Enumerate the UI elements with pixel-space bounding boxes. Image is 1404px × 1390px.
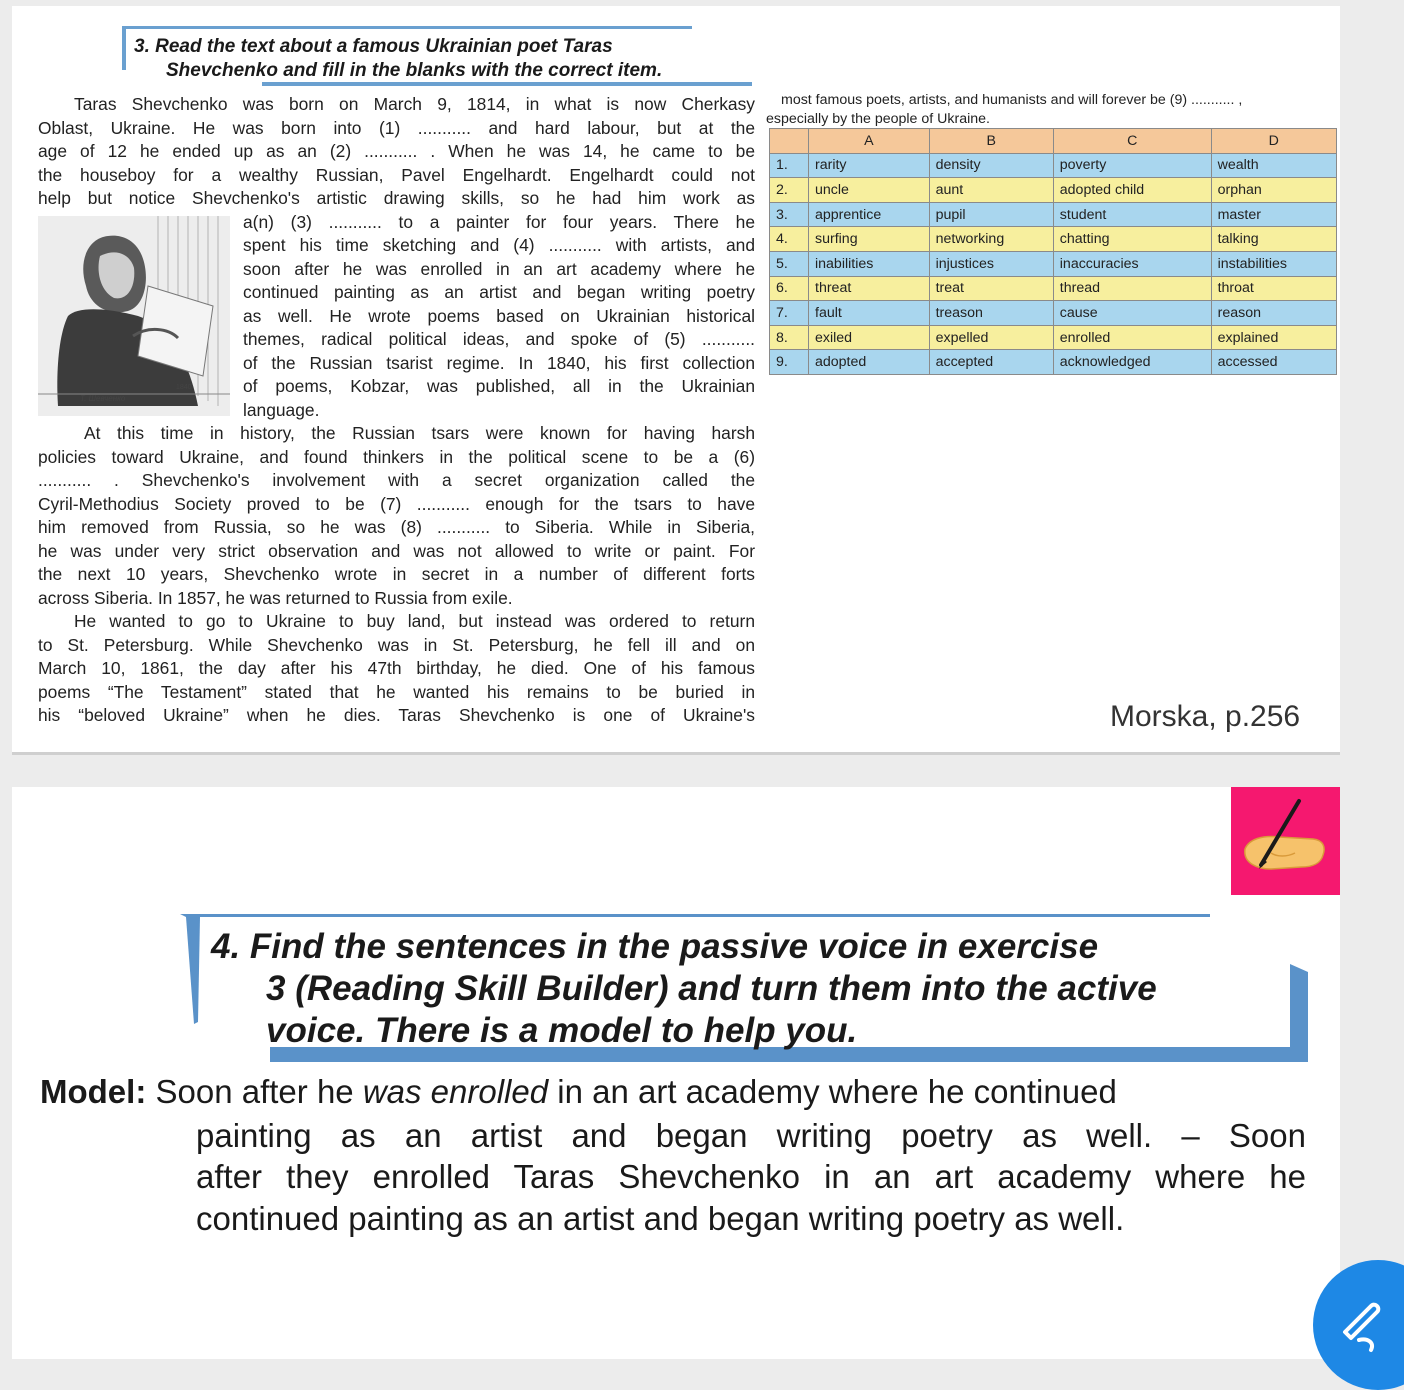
text-line: language. [243, 399, 320, 420]
text-line: of the Russian tsarist regime. In 1840, his first collection [243, 352, 755, 373]
portrait-signature: Т. Шевченко [80, 394, 126, 403]
table-cell: treat [929, 276, 1053, 301]
text-line: policies toward Ukraine, and found thinkers in the political scene to be a (6) [38, 446, 755, 467]
writing-tile[interactable] [1231, 787, 1340, 895]
model-text: in an art academy where he continued [548, 1073, 1117, 1110]
text-line: soon after he was enrolled in an art academy where he [243, 258, 755, 279]
table-row [770, 301, 1337, 326]
text-line: He wanted to go to Ukraine to buy land, but instead was ordered to return [74, 611, 755, 631]
text-line: help but notice Shevchenko's artistic drawing skills, so he had him work as [38, 188, 755, 208]
table-cell: density [929, 153, 1053, 178]
table-header-cell: B [929, 129, 1053, 154]
table-cell: surfing [809, 227, 930, 252]
table-cell: 7. [770, 301, 809, 326]
table-cell: threat [809, 276, 930, 301]
table-cell: explained [1211, 325, 1336, 350]
table-cell: orphan [1211, 178, 1336, 203]
model-label: Model: [40, 1073, 147, 1110]
text-line: he was under very strict observation and was not allowed to write or paint. For [38, 540, 755, 561]
portrait-date: 1840 [176, 384, 192, 391]
continuation-line-1: most famous poets, artists, and humanists and will forever be (9) ........... , [781, 92, 1243, 108]
table-header-cell: D [1211, 129, 1336, 154]
table-cell: cause [1053, 301, 1211, 326]
reading-text-bottom [38, 422, 755, 728]
text-line: continued painting as an artist and began writing poetry [243, 282, 755, 302]
section-divider [12, 752, 1340, 755]
table-header-row [770, 129, 1337, 154]
text-line: his “beloved Ukraine” when he dies. Taras Shevchenko is one of Ukraine's [38, 705, 755, 725]
table-cell: networking [929, 227, 1053, 252]
exercise-4-title-line-3: voice. There is a model to help you. [266, 1011, 858, 1050]
text-line: At this time in history, the Russian tsars were known for having harsh [84, 423, 755, 443]
text-line: the houseboy for a wealthy Russian, Pavel Engelhardt. Engelhardt could not [38, 164, 755, 185]
shevchenko-portrait [38, 216, 230, 416]
table-header-cell: C [1053, 129, 1211, 154]
header-accent-top [122, 26, 692, 29]
table-row [770, 227, 1337, 252]
table-cell: accepted [929, 350, 1053, 375]
table-cell: 5. [770, 251, 809, 276]
exercise-3-title-line-1: 3. Read the text about a famous Ukrainian poet Taras [134, 36, 613, 57]
table-cell: exiled [809, 325, 930, 350]
reading-text-beside-portrait [243, 211, 755, 423]
text-line: themes, radical political ideas, and spoke of (5) ........... [243, 329, 755, 349]
text-line: to St. Petersburg. While Shevchenko was in St. Petersburg, he fell ill and on [38, 634, 755, 655]
table-cell: pupil [929, 202, 1053, 227]
table-cell: expelled [929, 325, 1053, 350]
model-line-1 [40, 1071, 1117, 1113]
table-cell: accessed [1211, 350, 1336, 375]
table-cell: adopted child [1053, 178, 1211, 203]
exercise-4-title-line-1: 4. Find the sentences in the passive voice in exercise [211, 927, 1099, 966]
table-cell: injustices [929, 251, 1053, 276]
model-passive-verb: was enrolled [362, 1073, 549, 1110]
continuation-line-2: especially by the people of Ukraine. [766, 111, 990, 127]
text-line: Taras Shevchenko was born on March 9, 1814, in what is now Cherkasy [74, 94, 755, 114]
table-header-cell [770, 129, 809, 154]
header-accent-bottom [262, 82, 752, 86]
table-cell: throat [1211, 276, 1336, 301]
text-line: across Siberia. In 1857, he was returned to Russia from exile. [38, 587, 513, 608]
table-cell: rarity [809, 153, 930, 178]
edit-pencil-icon [1331, 1288, 1391, 1358]
reading-text-top [38, 93, 755, 211]
text-line: as well. He wrote poems based on Ukrainian historical [243, 305, 755, 326]
writing-hand-icon [1231, 787, 1340, 895]
text-line: a(n) (3) ........... to a painter for four years. There he [243, 211, 755, 232]
table-row [770, 276, 1337, 301]
table-cell: acknowledged [1053, 350, 1211, 375]
exercise-3-header [122, 26, 752, 92]
table-cell: aunt [929, 178, 1053, 203]
text-line: poems “The Testament” stated that he wanted his remains to be buried in [38, 681, 755, 702]
options-table [769, 128, 1337, 375]
table-cell: enrolled [1053, 325, 1211, 350]
table-cell: poverty [1053, 153, 1211, 178]
exercise-4-title-line-2: 3 (Reading Skill Builder) and turn them into the active [266, 969, 1157, 1008]
header-accent-left [122, 26, 126, 70]
table-cell: student [1053, 202, 1211, 227]
source-citation: Morska, p.256 [1110, 700, 1301, 733]
table-cell: instabilities [1211, 251, 1336, 276]
table-cell: reason [1211, 301, 1336, 326]
table-cell: wealth [1211, 153, 1336, 178]
table-row [770, 202, 1337, 227]
text-line: him removed from Russia, so he was (8) ........... to Siberia. While in Siberia, [38, 517, 755, 537]
table-cell: apprentice [809, 202, 930, 227]
table-cell: 3. [770, 202, 809, 227]
exercise-3-title-line-2: Shevchenko and fill in the blanks with the correct item. [166, 60, 663, 81]
table-header-cell: A [809, 129, 930, 154]
table-cell: uncle [809, 178, 930, 203]
table-row [770, 153, 1337, 178]
text-line: of poems, Kobzar, was published, all in the Ukrainian [243, 376, 755, 396]
text-line: Cyril-Methodius Society proved to be (7) ........... enough for the tsars to have [38, 493, 755, 514]
table-row [770, 325, 1337, 350]
model-line-3: after they enrolled Taras Shevchenko in an art academy where he [196, 1158, 1306, 1195]
text-line: the next 10 years, Shevchenko wrote in secret in a number of different forts [38, 564, 755, 584]
table-cell: 9. [770, 350, 809, 375]
text-line: age of 12 he ended up as an (2) ........... . When he was 14, he came to be [38, 141, 755, 161]
portrait-sketch [38, 216, 230, 416]
table-row [770, 251, 1337, 276]
table-cell: talking [1211, 227, 1336, 252]
model-line-4: continued painting as an artist and began writing poetry as well. [196, 1200, 1125, 1237]
table-cell: 1. [770, 153, 809, 178]
table-cell: thread [1053, 276, 1211, 301]
table-row [770, 178, 1337, 203]
model-text: Soon after he [155, 1073, 363, 1110]
text-line: spent his time sketching and (4) ........... with artists, and [243, 235, 755, 255]
table-cell: fault [809, 301, 930, 326]
table-cell: 2. [770, 178, 809, 203]
table-cell: treason [929, 301, 1053, 326]
table-cell: inaccuracies [1053, 251, 1211, 276]
table-cell: chatting [1053, 227, 1211, 252]
table-row [770, 350, 1337, 375]
table-cell: inabilities [809, 251, 930, 276]
text-line: ........... . Shevchenko's involvement with a secret organization called the [38, 470, 755, 490]
table-cell: 6. [770, 276, 809, 301]
table-cell: adopted [809, 350, 930, 375]
table-cell: master [1211, 202, 1336, 227]
text-line: March 10, 1861, the day after his 47th birthday, he died. One of his famous [38, 658, 755, 678]
text-line: Oblast, Ukraine. He was born into (1) ........... and hard labour, but at the [38, 117, 755, 138]
table-cell: 8. [770, 325, 809, 350]
table-cell: 4. [770, 227, 809, 252]
model-line-2: painting as an artist and began writing poetry as well. – Soon [196, 1117, 1306, 1154]
